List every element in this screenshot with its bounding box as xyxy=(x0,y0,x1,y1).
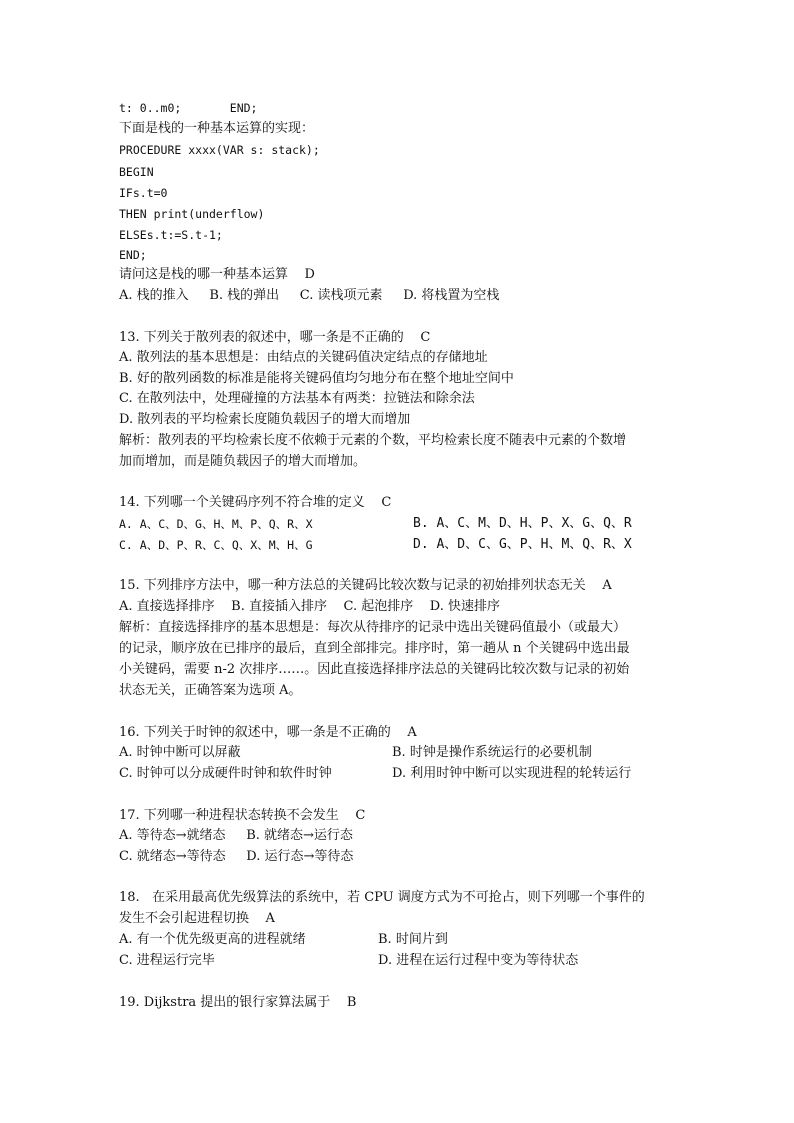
q16-option-d: D. 利用时钟中断可以实现进程的轮转运行 xyxy=(392,766,632,781)
q15-explanation-4: 状态无关，正确答案为选项 A。 xyxy=(119,683,302,698)
q17-stem: 17. 下列哪一种进程状态转换不会发生 C xyxy=(119,808,366,823)
q16-option-c: C. 时钟可以分成硬件时钟和软件时钟 xyxy=(119,766,332,781)
q18-option-b: B. 时间片到 xyxy=(378,932,448,947)
code-line-end: END; xyxy=(119,248,147,262)
q18-stem-1: 18. 在采用最高优先级算法的系统中，若 CPU 调度方式为不可抢占，则下列哪一个事件的 xyxy=(119,890,645,905)
code-line-begin: BEGIN xyxy=(119,165,154,179)
code-line-else: ELSEs.t:=S.t-1; xyxy=(119,228,223,242)
q18-stem-2: 发生不会引起进程切换 A xyxy=(119,911,275,926)
q18-option-a: A. 有一个优先级更高的进程就绪 xyxy=(119,932,306,947)
q15-explanation-2: 的记录，顺序放在已排序的最后，直到全部排完。排序时，第一趟从 n 个关键码中选出最 xyxy=(119,641,630,656)
q16-stem: 16. 下列关于时钟的叙述中，哪一条是不正确的 A xyxy=(119,725,417,740)
q12-stem: 请问这是栈的哪一种基本运算 D xyxy=(119,267,315,282)
q15-stem: 15. 下列排序方法中，哪一种方法总的关键码比较次数与记录的初始排列状态无关 A xyxy=(119,578,612,593)
q16-option-a: A. 时钟中断可以屏蔽 xyxy=(119,745,241,760)
q14-option-d: D. A、D、C、G、P、H、M、Q、R、X xyxy=(413,537,632,552)
code-line-then: THEN print(underflow) xyxy=(119,207,265,221)
q18-option-d: D. 进程在运行过程中变为等待状态 xyxy=(378,953,579,968)
code-line-type: t: 0..m0; END; xyxy=(119,101,258,115)
code-intro: 下面是栈的一种基本运算的实现： xyxy=(119,121,315,136)
code-line-if: IFs.t=0 xyxy=(119,186,168,200)
q14-option-a: A. A、C、D、G、H、M、P、Q、R、X xyxy=(119,517,313,531)
q18-option-c: C. 进程运行完毕 xyxy=(119,953,215,968)
q12-options: A. 栈的推入 B. 栈的弹出 C. 读栈项元素 D. 将栈置为空栈 xyxy=(119,288,500,303)
q15-explanation-3: 小关键码，需要 n-2 次排序……。因此直接选择排序法总的关键码比较次数与记录的初始 xyxy=(119,662,630,677)
q13-explanation-2: 加而增加，而是随负载因子的增大而增加。 xyxy=(119,454,367,469)
q19-stem: 19. Dijkstra 提出的银行家算法属于 B xyxy=(119,995,357,1010)
q17-options-1: A. 等待态→就绪态 B. 就绪态→运行态 xyxy=(119,828,353,843)
q14-option-c: C. A、D、P、R、C、Q、X、M、H、G xyxy=(119,538,313,552)
q14-option-b: B. A、C、M、D、H、P、X、G、Q、R xyxy=(413,516,632,531)
code-line-procedure: PROCEDURE xxxx(VAR s: stack); xyxy=(119,143,320,157)
q13-option-d: D. 散列表的平均检索长度随负载因子的增大而增加 xyxy=(119,412,411,427)
q16-option-b: B. 时钟是操作系统运行的必要机制 xyxy=(392,745,592,760)
q13-option-a: A. 散列法的基本思想是：由结点的关键码值决定结点的存储地址 xyxy=(119,350,488,365)
q13-stem: 13. 下列关于散列表的叙述中，哪一条是不正确的 C xyxy=(119,330,431,345)
q14-stem: 14. 下列哪一个关键码序列不符合堆的定义 C xyxy=(119,495,392,510)
q13-option-b: B. 好的散列函数的标准是能将关键码值均匀地分布在整个地址空间中 xyxy=(119,371,514,386)
q15-options: A. 直接选择排序 B. 直接插入排序 C. 起泡排序 D. 快速排序 xyxy=(119,599,501,614)
q15-explanation-1: 解析：直接选择排序的基本思想是：每次从待排序的记录中选出关键码值最小（或最大） xyxy=(119,620,627,635)
q17-options-2: C. 就绪态→等待态 D. 运行态→等待态 xyxy=(119,849,354,864)
q13-option-c: C. 在散列法中，处理碰撞的方法基本有两类：拉链法和除余法 xyxy=(119,391,475,406)
q13-explanation-1: 解析：散列表的平均检索长度不依赖于元素的个数，平均检索长度不随表中元素的个数增 xyxy=(119,433,627,448)
